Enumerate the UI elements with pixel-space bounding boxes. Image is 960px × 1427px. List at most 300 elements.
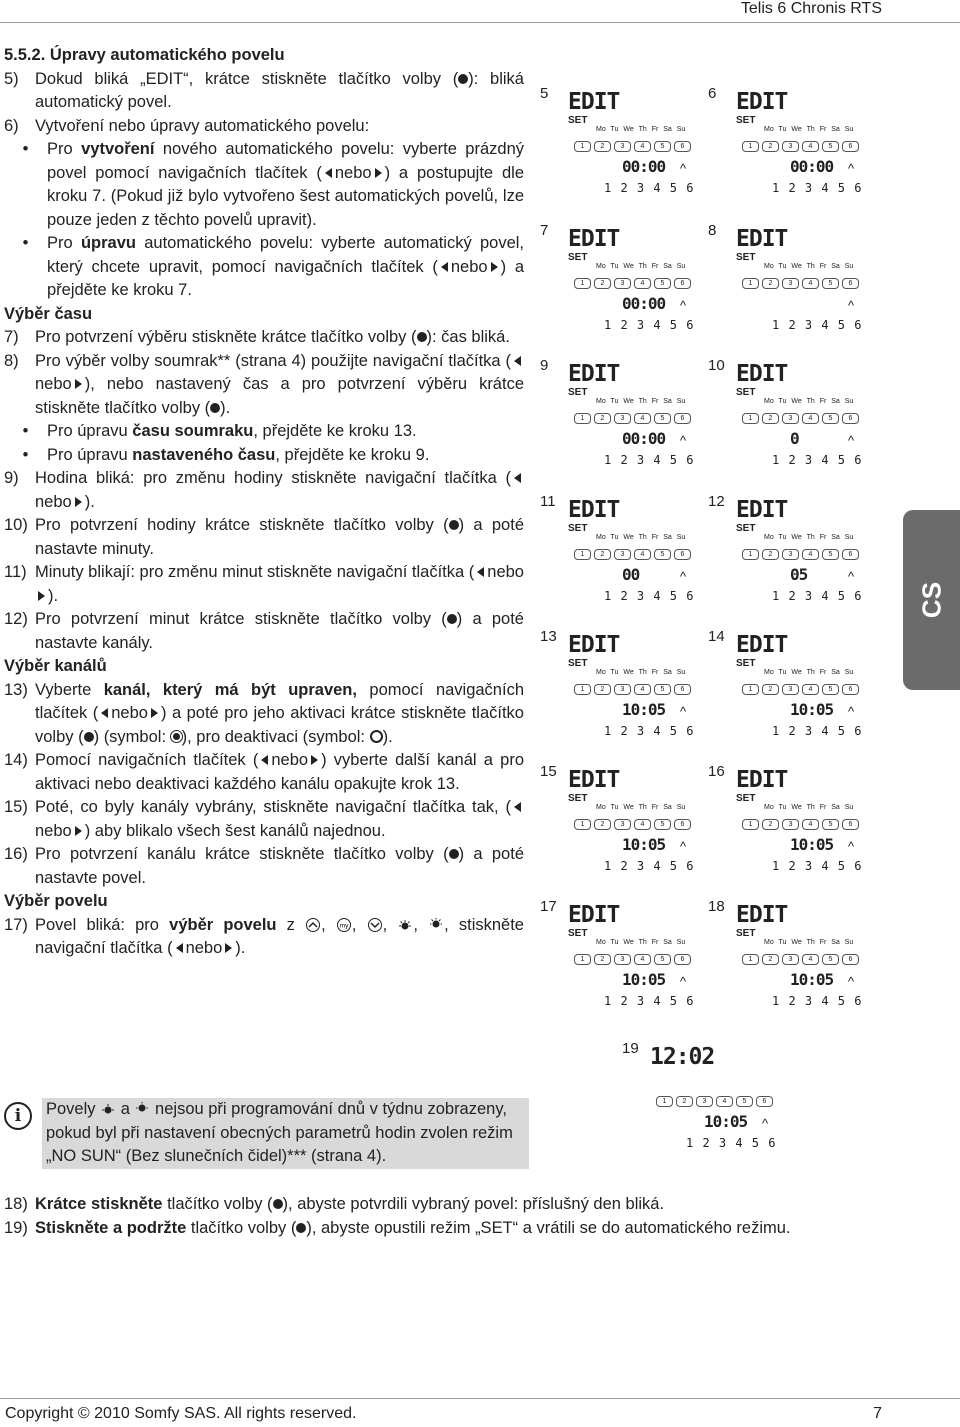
set-label: SET <box>568 523 588 534</box>
channel-slot: 5 <box>654 819 671 830</box>
step-number: 15) <box>4 798 28 816</box>
display-digits: 1 2 3 4 5 6 <box>604 453 695 467</box>
channel-slot: 5 <box>822 954 839 965</box>
heading-time: Výběr času <box>4 304 93 323</box>
display-step <box>540 222 695 347</box>
display-time: 10:05 <box>790 835 834 854</box>
channel-active-icon <box>171 731 182 742</box>
channel-inactive-icon <box>370 730 383 743</box>
set-label: SET <box>736 793 756 804</box>
sun-on-icon <box>100 1102 116 1116</box>
bullet-create <box>4 138 524 232</box>
set-label: SET <box>736 252 756 263</box>
channel-row <box>742 684 859 695</box>
select-button-icon <box>84 732 94 742</box>
channel-slot: 2 <box>762 413 779 424</box>
channel-slot: 4 <box>802 684 819 695</box>
display-step <box>540 763 695 888</box>
display-title: EDIT <box>568 361 620 387</box>
display-digits: 1 2 3 4 5 6 <box>686 1136 777 1150</box>
text: Povel bliká: pro <box>35 915 170 934</box>
channel-slot: 1 <box>742 954 759 965</box>
display-title: EDIT <box>568 767 620 793</box>
select-button-icon <box>449 849 459 859</box>
right-arrow-icon <box>491 262 498 272</box>
display-title: EDIT <box>736 902 788 928</box>
channel-slot: 6 <box>842 413 859 424</box>
channel-row <box>742 819 859 830</box>
text: Minuty blikají: pro změnu minut stiskněte navigační tlačítka ( <box>35 563 475 581</box>
channel-slot: 6 <box>674 954 691 965</box>
set-label: SET <box>568 115 588 126</box>
display-step <box>540 493 695 618</box>
display-title: EDIT <box>568 89 620 115</box>
display-time: 10:05 <box>704 1112 748 1131</box>
display-time: 10:05 <box>622 970 666 989</box>
channel-slot: 3 <box>782 413 799 424</box>
text: Pro <box>47 234 81 252</box>
channel-slot: 5 <box>822 413 839 424</box>
right-arrow-icon <box>38 591 45 601</box>
channel-slot: 3 <box>782 141 799 152</box>
display-number: 12 <box>708 493 725 510</box>
text: ), nebo nastavený čas a pro potvrzení výběru krátce stiskněte tlačítko volby ( <box>35 375 524 417</box>
instructions <box>4 44 524 961</box>
caret-up-icon: ^ <box>680 433 687 448</box>
right-arrow-icon <box>225 943 232 953</box>
text: nebo <box>334 163 372 182</box>
right-arrow-icon <box>151 708 158 718</box>
display-step <box>708 222 863 347</box>
left-arrow-icon <box>441 262 448 272</box>
set-label: SET <box>568 658 588 669</box>
channel-slot: 2 <box>594 549 611 560</box>
channel-slot: 4 <box>716 1096 733 1107</box>
text: ) (symbol: <box>93 727 171 746</box>
channel-slot: 1 <box>574 954 591 965</box>
left-arrow-icon <box>514 356 521 366</box>
set-label: SET <box>568 387 588 398</box>
channel-row <box>742 549 859 560</box>
left-arrow-icon <box>261 755 268 765</box>
heading-command: Výběr povelu <box>4 892 108 910</box>
display-number: 13 <box>540 628 557 645</box>
display-step <box>708 898 863 1023</box>
display-number: 15 <box>540 763 557 780</box>
channel-slot: 1 <box>656 1096 673 1107</box>
display-step <box>622 1040 777 1165</box>
info-note <box>4 1098 529 1169</box>
text: stiskněte navigační tlačítka ( <box>35 915 524 957</box>
step-number: 5) <box>4 69 19 88</box>
weekdays: Mo Tu We Th Fr Sa Su <box>764 398 854 405</box>
text: Dokud bliká „EDIT“, krátce stiskněte tlačítko volby ( <box>35 69 459 88</box>
channel-slot: 4 <box>802 278 819 289</box>
bullet-dusk <box>4 420 524 444</box>
display-step <box>708 357 863 482</box>
channel-slot: 6 <box>674 549 691 560</box>
step-12 <box>4 608 524 655</box>
language-tab <box>903 510 960 690</box>
channel-slot: 1 <box>742 684 759 695</box>
select-button-icon <box>273 1199 283 1209</box>
channel-slot: 6 <box>674 141 691 152</box>
caret-up-icon: ^ <box>680 569 687 584</box>
step-number: 6) <box>4 116 19 135</box>
right-arrow-icon <box>311 755 318 765</box>
step-13 <box>4 679 524 750</box>
channel-slot: 5 <box>822 819 839 830</box>
display-title: EDIT <box>736 89 788 115</box>
text: ). <box>48 586 59 605</box>
display-digits: 1 2 3 4 5 6 <box>772 453 863 467</box>
info-icon: i <box>4 1102 32 1130</box>
channel-slot: 6 <box>674 684 691 695</box>
text: nastaveného času <box>132 445 276 464</box>
channel-row <box>574 819 691 830</box>
text: ), pro deaktivaci (symbol: <box>181 727 370 746</box>
channel-row <box>742 954 859 965</box>
channel-slot: 3 <box>614 819 631 830</box>
text: nebo <box>111 704 148 722</box>
weekdays: Mo Tu We Th Fr Sa Su <box>596 398 686 405</box>
channel-slot: 4 <box>802 549 819 560</box>
text: Pro potvrzení výběru stiskněte krátce tlačítko volby ( <box>35 328 417 346</box>
weekdays: Mo Tu We Th Fr Sa Su <box>596 126 686 133</box>
channel-slot: 3 <box>696 1096 713 1107</box>
display-time: 10:05 <box>622 700 666 719</box>
display-time: 0 <box>790 429 799 448</box>
display-step <box>540 357 695 482</box>
channel-slot: 5 <box>822 278 839 289</box>
display-digits: 1 2 3 4 5 6 <box>772 181 863 195</box>
text: nebo <box>271 751 309 769</box>
left-arrow-icon <box>514 473 521 483</box>
text: ) a poté nastavte kanály. <box>35 610 524 652</box>
channel-slot: 5 <box>654 278 671 289</box>
text: ): čas bliká. <box>426 328 510 346</box>
text: nového automatického povelu: vyberte prázdný povel pomocí navigačních tlačítek ( <box>47 140 524 182</box>
channel-slot: 2 <box>762 954 779 965</box>
select-button-icon <box>417 332 427 342</box>
caret-up-icon: ^ <box>680 704 687 719</box>
step-5 <box>4 68 524 115</box>
text: Vyberte <box>35 680 104 699</box>
down-icon <box>367 918 383 932</box>
channel-slot: 1 <box>574 141 591 152</box>
channel-slot: 6 <box>674 819 691 830</box>
weekdays: Mo Tu We Th Fr Sa Su <box>596 939 686 946</box>
channel-slot: 1 <box>742 549 759 560</box>
set-label: SET <box>736 115 756 126</box>
right-arrow-icon <box>75 379 82 389</box>
display-title: EDIT <box>736 632 788 658</box>
channel-slot: 2 <box>594 954 611 965</box>
caret-up-icon: ^ <box>848 569 855 584</box>
sun-off-icon <box>428 918 444 932</box>
text: ), abyste potvrdili vybraný povel: příslušný den bliká. <box>282 1195 665 1213</box>
channel-slot: 1 <box>574 549 591 560</box>
text: nebo <box>185 939 223 957</box>
channel-slot: 6 <box>842 141 859 152</box>
channel-slot: 5 <box>654 549 671 560</box>
channel-slot: 5 <box>654 413 671 424</box>
caret-up-icon: ^ <box>848 974 855 989</box>
select-button-icon <box>458 74 468 84</box>
step-number: 18) <box>4 1195 28 1213</box>
weekdays: Mo Tu We Th Fr Sa Su <box>596 804 686 811</box>
text: , přejděte ke kroku 13. <box>253 422 417 440</box>
set-label: SET <box>736 523 756 534</box>
my-label: my <box>339 922 349 929</box>
channel-slot: 3 <box>614 954 631 965</box>
text: nejsou při programování dnů v týdnu zobrazeny, pokud byl při nastavení obecných parametrů hodin zvolen režim „NO SUN“ (Bez slunečních čidel)*** (strana 4). <box>46 1100 513 1165</box>
step-11 <box>4 561 524 608</box>
section-title: 5.5.2. Úpravy automatického povelu <box>4 46 285 64</box>
channel-slot: 3 <box>782 549 799 560</box>
channel-slot: 3 <box>782 684 799 695</box>
header-divider <box>0 22 960 23</box>
display-digits: 1 2 3 4 5 6 <box>604 181 695 195</box>
weekdays: Mo Tu We Th Fr Sa Su <box>764 939 854 946</box>
text: nebo <box>35 821 72 840</box>
display-time: 10:05 <box>790 700 834 719</box>
footer-divider <box>0 1398 960 1399</box>
display-number: 8 <box>708 222 717 239</box>
channel-row <box>574 141 691 152</box>
display-time: 00:00 <box>622 294 666 313</box>
display-step <box>708 628 863 753</box>
channel-slot: 4 <box>802 954 819 965</box>
text: úpravu <box>80 234 136 252</box>
step-9 <box>4 467 524 514</box>
channel-slot: 5 <box>654 141 671 152</box>
channel-slot: 2 <box>762 278 779 289</box>
text: Pro úpravu <box>47 445 133 464</box>
text: Poté, co byly kanály vybrány, stiskněte navigační tlačítka tak, ( <box>35 798 511 816</box>
caret-up-icon: ^ <box>680 974 687 989</box>
display-time: 00:00 <box>622 429 666 448</box>
channel-slot: 6 <box>842 819 859 830</box>
text: a <box>116 1100 135 1118</box>
display-step <box>708 763 863 888</box>
channel-slot: 1 <box>742 819 759 830</box>
text: Vytvoření nebo úpravy automatického povelu: <box>35 116 370 135</box>
weekdays: Mo Tu We Th Fr Sa Su <box>764 126 854 133</box>
channel-slot: 4 <box>634 819 651 830</box>
channel-slot: 2 <box>676 1096 693 1107</box>
channel-row <box>742 278 859 289</box>
channel-row <box>742 413 859 424</box>
channel-slot: 6 <box>842 549 859 560</box>
step-17: 17) Povel bliká: pro výběr povelu z , my , , , , stiskněte navigační tlačítka ( nebo ). <box>4 914 524 961</box>
channel-slot: 5 <box>822 684 839 695</box>
channel-slot: 3 <box>614 278 631 289</box>
channel-slot: 4 <box>634 278 651 289</box>
right-arrow-icon <box>375 168 382 178</box>
channel-slot: 4 <box>802 819 819 830</box>
channel-row <box>742 141 859 152</box>
display-number: 11 <box>540 493 556 510</box>
text: ). <box>235 939 246 957</box>
channel-slot: 3 <box>614 684 631 695</box>
weekdays: Mo Tu We Th Fr Sa Su <box>596 263 686 270</box>
step-number: 13) <box>4 680 28 699</box>
text: ) aby blikalo všech šest kanálů najednou. <box>84 821 386 840</box>
channel-row <box>574 413 691 424</box>
display-step <box>540 85 695 210</box>
text: nebo <box>35 492 72 511</box>
select-button-icon <box>447 614 457 624</box>
text: ). <box>84 492 95 511</box>
channel-slot: 6 <box>756 1096 773 1107</box>
channel-slot: 5 <box>654 954 671 965</box>
channel-slot: 2 <box>594 819 611 830</box>
weekdays: Mo Tu We Th Fr Sa Su <box>764 263 854 270</box>
display-digits: 1 2 3 4 5 6 <box>604 994 695 1008</box>
text: Pro úpravu <box>47 422 133 440</box>
text: nebo <box>487 563 524 581</box>
text: , přejděte ke kroku 9. <box>275 445 430 464</box>
channel-slot: 3 <box>782 278 799 289</box>
display-time: 00:00 <box>622 157 666 176</box>
channel-slot: 2 <box>594 413 611 424</box>
channel-slot: 6 <box>842 278 859 289</box>
right-arrow-icon <box>75 497 82 507</box>
text: nebo <box>450 257 488 276</box>
display-digits: 1 2 3 4 5 6 <box>604 724 695 738</box>
caret-up-icon: ^ <box>848 839 855 854</box>
channel-slot: 5 <box>654 684 671 695</box>
channel-slot: 2 <box>594 684 611 695</box>
display-time: 00:00 <box>790 157 834 176</box>
channel-slot: 1 <box>742 141 759 152</box>
channel-slot: 6 <box>842 954 859 965</box>
set-label: SET <box>736 928 756 939</box>
text: ) a poté pro jeho aktivaci krátce stiskněte tlačítko volby ( <box>35 704 524 746</box>
step-number: 11) <box>4 563 27 581</box>
display-title: EDIT <box>568 902 620 928</box>
bullet-icon: • <box>22 422 29 440</box>
channel-slot: 4 <box>634 413 651 424</box>
step-8 <box>4 350 524 421</box>
step-number: 10) <box>4 516 28 534</box>
step-number: 7) <box>4 328 19 346</box>
left-arrow-icon <box>514 802 521 812</box>
step-number: 9) <box>4 469 19 487</box>
channel-slot: 3 <box>614 549 631 560</box>
display-number: 17 <box>540 898 557 915</box>
text: automatického povelu: vyberte automatický povel, který chcete upravit, pomocí navigačních tlačítek ( <box>47 234 524 276</box>
caret-up-icon: ^ <box>762 1116 769 1131</box>
text: Pomocí navigačních tlačítek ( <box>35 751 259 769</box>
display-digits: 1 2 3 4 5 6 <box>772 859 863 873</box>
channel-row <box>656 1096 773 1107</box>
channel-slot: 2 <box>594 278 611 289</box>
final-steps <box>4 1193 884 1240</box>
display-number: 5 <box>540 85 549 102</box>
step-18 <box>4 1193 884 1217</box>
text: výběr povelu <box>169 915 277 934</box>
channel-slot: 3 <box>782 819 799 830</box>
step-number: 16) <box>4 845 28 863</box>
channel-slot: 2 <box>594 141 611 152</box>
step-number: 8) <box>4 351 19 370</box>
step-7 <box>4 326 524 350</box>
display-title: EDIT <box>736 767 788 793</box>
left-arrow-icon <box>176 943 183 953</box>
display-title: EDIT <box>568 497 620 523</box>
set-label: SET <box>568 928 588 939</box>
display-digits: 1 2 3 4 5 6 <box>604 859 695 873</box>
text: z <box>276 915 306 934</box>
step-15 <box>4 796 524 843</box>
channel-row <box>574 549 691 560</box>
text: Pro potvrzení kanálu krátce stiskněte tlačítko volby ( <box>35 845 449 863</box>
text: ) a přejděte ke kroku 7. <box>47 257 524 299</box>
left-arrow-icon <box>477 567 484 577</box>
caret-up-icon: ^ <box>848 704 855 719</box>
caret-up-icon: ^ <box>680 839 687 854</box>
text: ). <box>382 727 393 746</box>
display-time: 10:05 <box>622 835 666 854</box>
weekdays: Mo Tu We Th Fr Sa Su <box>764 534 854 541</box>
text: tlačítko volby ( <box>162 1195 273 1213</box>
text: ), abyste opustili režim „SET“ a vrátili se do automatického režimu. <box>306 1218 791 1237</box>
channel-slot: 2 <box>762 141 779 152</box>
text: ) a poté nastavte povel. <box>35 845 524 887</box>
bullet-icon: • <box>22 140 29 158</box>
channel-slot: 1 <box>742 413 759 424</box>
channel-slot: 4 <box>802 413 819 424</box>
channel-slot: 4 <box>634 549 651 560</box>
weekdays: Mo Tu We Th Fr Sa Su <box>596 534 686 541</box>
display-title: EDIT <box>568 632 620 658</box>
weekdays: Mo Tu We Th Fr Sa Su <box>764 669 854 676</box>
header-title: Telis 6 Chronis RTS <box>740 0 882 17</box>
display-number: 19 <box>622 1040 639 1057</box>
channel-slot: 5 <box>822 141 839 152</box>
caret-up-icon: ^ <box>848 298 855 313</box>
display-title: EDIT <box>568 226 620 252</box>
bullet-icon: • <box>22 445 29 464</box>
channel-slot: 6 <box>842 684 859 695</box>
caret-up-icon: ^ <box>848 433 855 448</box>
display-digits: 1 2 3 4 5 6 <box>772 589 863 603</box>
right-arrow-icon <box>75 826 82 836</box>
display-number: 9 <box>540 357 549 374</box>
channel-slot: 1 <box>574 684 591 695</box>
step-number: 19) <box>4 1218 28 1237</box>
caret-up-icon: ^ <box>680 161 687 176</box>
text: nebo <box>35 375 72 393</box>
caret-up-icon: ^ <box>848 161 855 176</box>
channel-slot: 5 <box>822 549 839 560</box>
text: Pro <box>47 140 82 158</box>
heading-channels: Výběr kanálů <box>4 657 107 675</box>
set-label: SET <box>568 252 588 263</box>
set-label: SET <box>736 658 756 669</box>
channel-slot: 5 <box>736 1096 753 1107</box>
set-label: SET <box>736 387 756 398</box>
display-number: 7 <box>540 222 549 239</box>
channel-row <box>574 684 691 695</box>
display-step <box>708 493 863 618</box>
channel-slot: 3 <box>782 954 799 965</box>
display-step <box>708 85 863 210</box>
text: ): bliká automatický povel. <box>35 69 524 111</box>
bullet-set-time <box>4 444 524 468</box>
